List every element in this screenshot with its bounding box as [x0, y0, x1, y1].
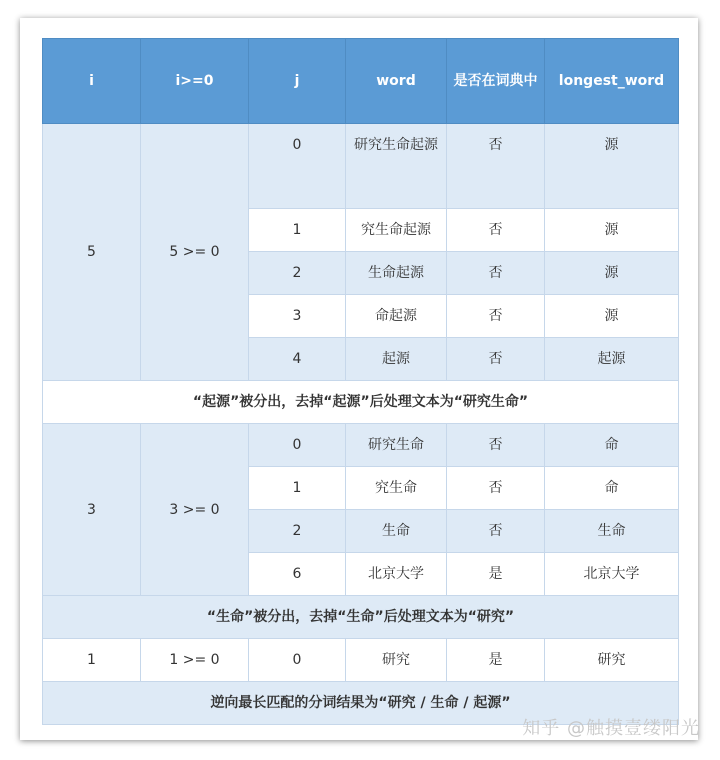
- table-frame: [20, 18, 698, 740]
- cell-longest: 源: [545, 209, 679, 252]
- header-condition: i>=0: [141, 39, 249, 124]
- cell-in-dict: 否: [447, 467, 545, 510]
- cell-j: 0: [249, 424, 346, 467]
- cell-i: 5: [43, 124, 141, 381]
- header-j: j: [249, 39, 346, 124]
- cell-in-dict: 否: [447, 252, 545, 295]
- header-row: [43, 39, 679, 124]
- watermark: 知乎 @触摸壹缕阳光: [522, 718, 700, 739]
- cell-longest: 研究: [545, 639, 679, 682]
- cell-word: 研究生命起源: [346, 124, 447, 209]
- header-longest-word: longest_word: [545, 39, 679, 124]
- cell-j: 0: [249, 124, 346, 209]
- cell-j: 2: [249, 510, 346, 553]
- cell-condition: 3 >= 0: [141, 424, 249, 596]
- header-i: i: [43, 39, 141, 124]
- summary-text: “起源”被分出，去掉“起源”后处理文本为“研究生命”: [43, 381, 679, 424]
- cell-word: 起源: [346, 338, 447, 381]
- cell-in-dict: 否: [447, 424, 545, 467]
- cell-word: 命起源: [346, 295, 447, 338]
- cell-word: 究生命: [346, 467, 447, 510]
- cell-j: 1: [249, 209, 346, 252]
- summary-text: “生命”被分出，去掉“生命”后处理文本为“研究”: [43, 596, 679, 639]
- cell-longest: 源: [545, 124, 679, 209]
- cell-word: 究生命起源: [346, 209, 447, 252]
- cell-j: 6: [249, 553, 346, 596]
- cell-longest: 北京大学: [545, 553, 679, 596]
- summary-text: 逆向最长匹配的分词结果为“研究 / 生命 / 起源”: [43, 682, 679, 725]
- cell-condition: 1 >= 0: [141, 639, 249, 682]
- cell-longest: 生命: [545, 510, 679, 553]
- cell-i: 1: [43, 639, 141, 682]
- table-row: [43, 124, 679, 209]
- segmentation-table: [42, 38, 679, 725]
- cell-longest: 起源: [545, 338, 679, 381]
- cell-word: 研究生命: [346, 424, 447, 467]
- cell-in-dict: 否: [447, 295, 545, 338]
- cell-in-dict: 否: [447, 209, 545, 252]
- cell-condition: 5 >= 0: [141, 124, 249, 381]
- table-row: [43, 424, 679, 467]
- cell-longest: 源: [545, 295, 679, 338]
- cell-word: 北京大学: [346, 553, 447, 596]
- cell-j: 4: [249, 338, 346, 381]
- cell-in-dict: 否: [447, 338, 545, 381]
- cell-word: 生命: [346, 510, 447, 553]
- header-word: word: [346, 39, 447, 124]
- cell-word: 生命起源: [346, 252, 447, 295]
- cell-j: 2: [249, 252, 346, 295]
- cell-word: 研究: [346, 639, 447, 682]
- cell-j: 3: [249, 295, 346, 338]
- table-row: [43, 639, 679, 682]
- summary-row: [43, 381, 679, 424]
- cell-j: 0: [249, 639, 346, 682]
- cell-in-dict: 是: [447, 553, 545, 596]
- cell-i: 3: [43, 424, 141, 596]
- cell-in-dict: 是: [447, 639, 545, 682]
- header-in-dict: 是否在词典中: [447, 39, 545, 124]
- cell-in-dict: 否: [447, 510, 545, 553]
- cell-longest: 命: [545, 424, 679, 467]
- cell-in-dict: 否: [447, 124, 545, 209]
- cell-longest: 源: [545, 252, 679, 295]
- cell-longest: 命: [545, 467, 679, 510]
- cell-j: 1: [249, 467, 346, 510]
- summary-row: [43, 596, 679, 639]
